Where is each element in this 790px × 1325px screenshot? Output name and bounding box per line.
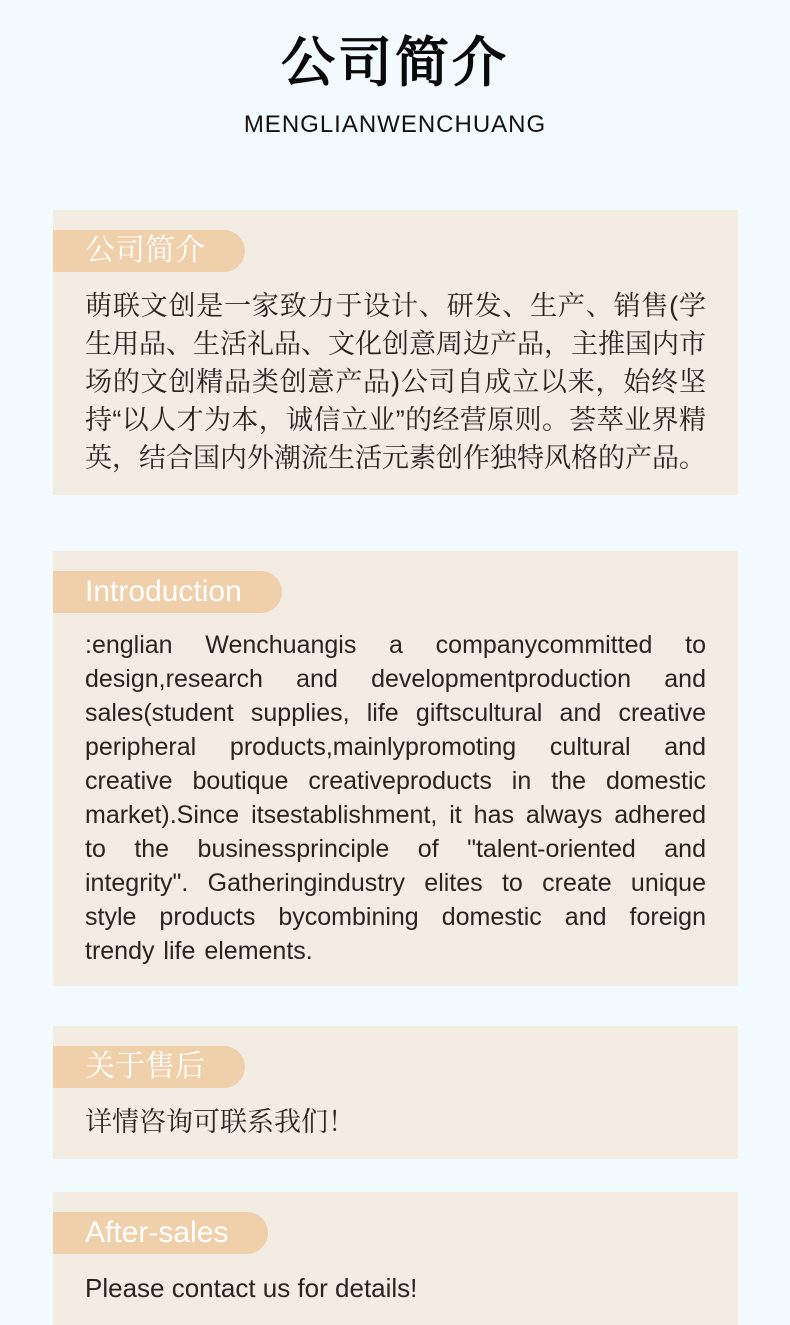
section-after-sales-zh bbox=[53, 1026, 738, 1159]
section-after-sales-en bbox=[53, 1192, 738, 1325]
section-tab-after-sales-zh: 关于售后 bbox=[53, 1046, 245, 1088]
section-tab-after-sales-en: After-sales bbox=[53, 1212, 268, 1254]
section-tab-company-profile-zh: 公司简介 bbox=[53, 230, 245, 272]
section-body-company-profile-zh: 萌联文创是一家致力于设计、研发、生产、销售(学生用品、生活礼品、文化创意周边产品，主推国内市场的文创精品类创意产品)公司自成立以来，始终坚持“以人才为本，诚信立业”的经营原则。荟萃业界精英，结合国内外潮流生活元素创作独特风格的产品。 bbox=[85, 291, 706, 473]
section-body-after-sales-en: Please contact us for details! bbox=[85, 1273, 418, 1303]
content-area bbox=[53, 210, 738, 1325]
page-title: 公司简介 bbox=[281, 33, 509, 93]
section-tab-introduction-en: Introduction bbox=[53, 571, 282, 613]
section-company-profile-zh bbox=[53, 210, 738, 495]
page-header bbox=[0, 0, 790, 138]
section-body-introduction-en: :englian Wenchuangis a companycommitted to design,research and developmentproduction and sales(student supplies, life giftscultural and creative peripheral products,mainlypromoting cultural and creative boutique creativeproducts in the domestic market).Since itsestablishment, it has always adhered to the businessprinciple of "talent-oriented and integrity". Gatheringindustry elites to create unique style products bycombining domestic and foreign trendy life elements. bbox=[85, 631, 706, 965]
section-introduction-en bbox=[53, 551, 738, 986]
page-subtitle: MENGLIANWENCHUANG bbox=[243, 111, 547, 138]
section-body-after-sales-zh: 详情咨询可联系我们！ bbox=[85, 1107, 355, 1137]
